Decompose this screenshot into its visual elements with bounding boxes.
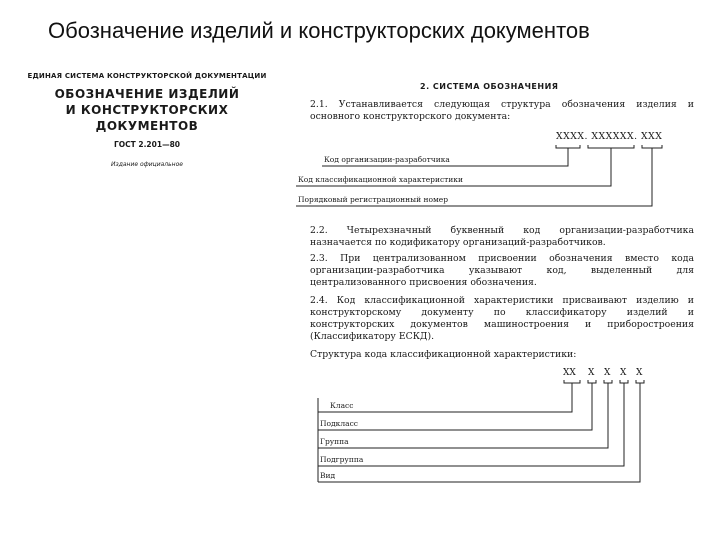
class-code-subclass: X (588, 368, 595, 378)
label-org-code: Код организации-разработчика (324, 155, 450, 164)
paragraph-2-3-text: 2.3. При централизованном присвоении обозначения вместо кода организации-разработчика указывают код, выделенный для централизованного присвоения обозначения. (310, 253, 694, 288)
paragraph-structure-intro-text: Структура кода классификационной характеристики: (310, 349, 577, 360)
label-group: Группа (320, 437, 349, 446)
class-code-class: XX (563, 368, 576, 378)
paragraph-2-4 (290, 295, 694, 343)
paragraph-2-2-text: 2.2. Четырехзначный буквенный код организации-разработчика назначается по кодификатору организаций-разработчиков. (310, 225, 694, 248)
paragraph-2-3 (290, 253, 694, 289)
designation-structure-code: XXXX. XXXXXX. XXX (556, 131, 663, 142)
cover-title-line1: ОБОЗНАЧЕНИЕ ИЗДЕЛИЙ (54, 87, 240, 101)
paragraph-2-4-text: 2.4. Код классификационной характеристики присваивают изделию и конструкторскому документу по классификатору изделий и конструкторских документов машиностроения и приборостроения (Классификатору ЕСКД). (310, 295, 694, 342)
class-code-subgroup: X (620, 368, 627, 378)
label-subclass: Подкласс (320, 419, 358, 428)
label-sequence-number: Порядковый регистрационный номер (298, 195, 449, 204)
slide-title: Обозначение изделий и конструкторских документов (48, 18, 590, 43)
cover-standard: ГОСТ 2.201—80 (113, 139, 181, 149)
label-class: Класс (330, 401, 354, 410)
label-subgroup: Подгруппа (320, 455, 364, 464)
section-header: 2. СИСТЕМА ОБОЗНАЧЕНИЯ (420, 82, 559, 91)
cover-series: ЕДИНАЯ СИСТЕМА КОНСТРУКТОРСКОЙ ДОКУМЕНТАЦИИ (27, 72, 267, 80)
class-code-group: X (604, 368, 611, 378)
label-classification-code: Код классификационной характеристики (298, 175, 463, 184)
paragraph-2-1-text: 2.1. Устанавливается следующая структура обозначения изделия и основного конструкторского документа: (310, 99, 694, 122)
class-code-type: X (636, 368, 643, 378)
cover-title-line2: И КОНСТРУКТОРСКИХ ДОКУМЕНТОВ (65, 103, 229, 134)
paragraph-2-2 (290, 225, 694, 249)
label-type: Вид (320, 471, 336, 480)
paragraph-structure-intro (290, 349, 694, 361)
cover-edition: Издание официальное (111, 160, 183, 168)
